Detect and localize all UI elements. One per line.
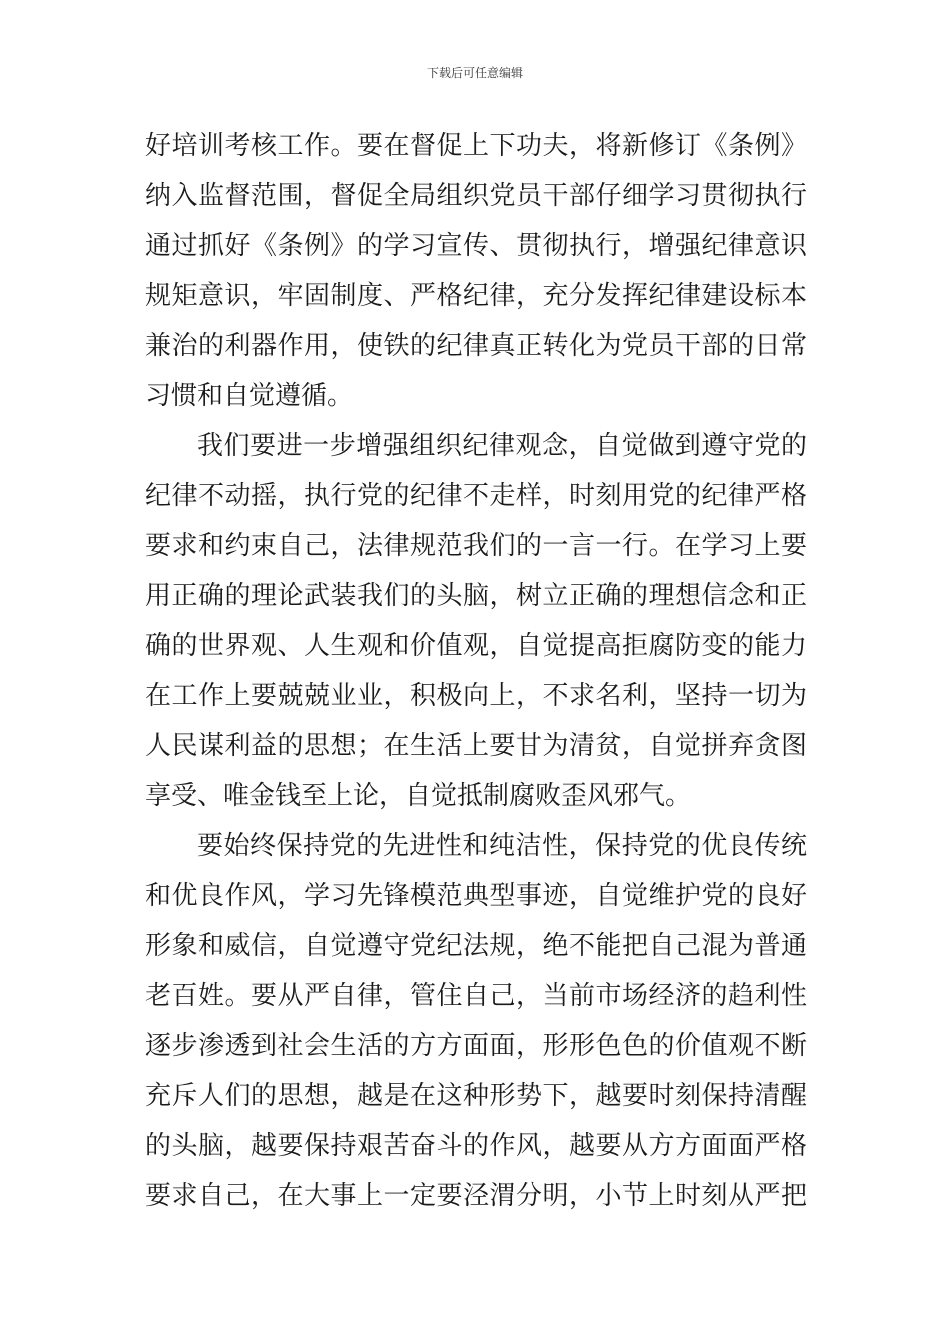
text-line: 形象和威信，自觉遵守党纪法规，绝不能把自己混为普通 xyxy=(145,931,807,961)
page-header: 下载后可任意编辑 xyxy=(426,66,523,80)
paragraph-first-line: 要始终保持党的先进性和纯洁性，保持党的优良传统 xyxy=(197,831,807,861)
text-line: 要求和约束自己，法律规范我们的一言一行。在学习上要 xyxy=(145,531,807,561)
text-line: 要求自己，在大事上一定要泾渭分明，小节上时刻从严把 xyxy=(145,1181,807,1211)
text-line: 老百姓。要从严自律，管住自己，当前市场经济的趋利性 xyxy=(145,981,807,1011)
text-line: 规矩意识，牢固制度、严格纪律，充分发挥纪律建设标本 xyxy=(145,281,807,311)
text-line: 确的世界观、人生观和价值观，自觉提高拒腐防变的能力 xyxy=(145,631,807,661)
text-line: 兼治的利器作用，使铁的纪律真正转化为党员干部的日常 xyxy=(145,331,807,361)
text-line: 的头脑，越要保持艰苦奋斗的作风，越要从方方面面严格 xyxy=(145,1131,807,1161)
text-line: 通过抓好《条例》的学习宣传、贯彻执行，增强纪律意识 xyxy=(145,231,807,261)
text-line: 好培训考核工作。要在督促上下功夫，将新修订《条例》 xyxy=(145,131,807,161)
document-body xyxy=(145,121,807,1221)
text-line: 享受、唯金钱至上论，自觉抵制腐败歪风邪气。 xyxy=(145,781,692,811)
text-line: 纳入监督范围，督促全局组织党员干部仔细学习贯彻执行 xyxy=(145,181,807,211)
text-line: 和优良作风，学习先锋模范典型事迹，自觉维护党的良好 xyxy=(145,881,807,911)
text-line: 人民谋利益的思想；在生活上要甘为清贫，自觉拼弃贪图 xyxy=(145,731,807,761)
text-line: 充斥人们的思想，越是在这种形势下，越要时刻保持清醒 xyxy=(145,1081,807,1111)
text-line: 用正确的理论武装我们的头脑，树立正确的理想信念和正 xyxy=(145,581,807,611)
text-line: 在工作上要兢兢业业，积极向上，不求名利，坚持一切为 xyxy=(145,681,807,711)
text-line: 纪律不动摇，执行党的纪律不走样，时刻用党的纪律严格 xyxy=(145,481,807,511)
text-line: 逐步渗透到社会生活的方方面面，形形色色的价值观不断 xyxy=(145,1031,807,1061)
text-line: 习惯和自觉遵循。 xyxy=(145,381,354,411)
paragraph-first-line: 我们要进一步增强组织纪律观念，自觉做到遵守党的 xyxy=(197,431,807,461)
